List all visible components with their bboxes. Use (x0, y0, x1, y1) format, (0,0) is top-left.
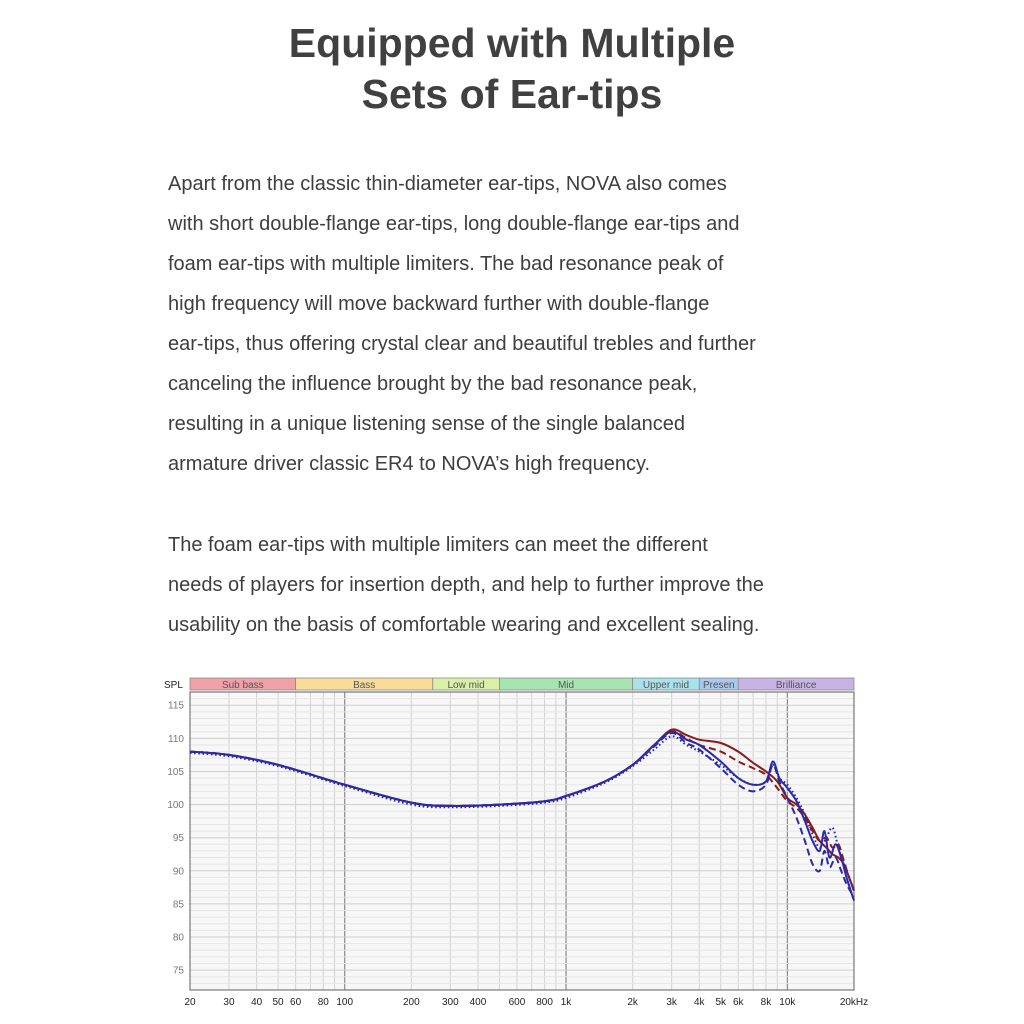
paragraph-line: The foam ear-tips with multiple limiters can meet the different (168, 534, 708, 556)
title-line-1: Equipped with Multiple (288, 20, 736, 66)
x-tick-label: 400 (469, 997, 487, 1008)
x-tick-label: 2k (627, 997, 638, 1008)
paragraph-line: Apart from the classic thin-diameter ear-tips, NOVA also comes (168, 173, 727, 195)
paragraph-line: foam ear-tips with multiple limiters. The bad resonance peak of (168, 253, 724, 275)
x-tick-label: 30 (223, 997, 235, 1008)
y-tick-label: 95 (172, 833, 184, 845)
y-tick-label: 105 (167, 766, 184, 778)
paragraph-line: canceling the influence brought by the bad resonance peak, (168, 373, 698, 395)
paragraph-line: usability on the basis of comfortable wearing and excellent sealing. (168, 614, 760, 636)
x-tick-label: 10k (779, 997, 796, 1008)
y-tick-label: 85 (172, 899, 184, 911)
frequency-response-chart (150, 670, 874, 1010)
x-tick-label: 20kHz (839, 997, 869, 1008)
y-axis-label: SPL (164, 680, 183, 691)
band-label: Bass (353, 680, 376, 691)
x-tick-label: 100 (336, 997, 354, 1008)
paragraph-line: high frequency will move backward further with double-flange (168, 293, 710, 315)
x-tick-label: 200 (402, 997, 420, 1008)
intro-paragraph (168, 164, 868, 484)
x-tick-label: 20 (184, 997, 196, 1008)
paragraph-line: with short double-flange ear-tips, long double-flange ear-tips and (168, 213, 740, 235)
x-tick-label: 4k (694, 997, 705, 1008)
paragraph-line: needs of players for insertion depth, and help to further improve the (168, 574, 764, 596)
x-tick-label: 80 (317, 997, 329, 1008)
x-tick-label: 5k (715, 997, 727, 1008)
foam-tips-paragraph (168, 525, 868, 645)
y-tick-label: 75 (172, 965, 184, 977)
x-tick-label: 3k (666, 997, 677, 1008)
y-tick-label: 115 (168, 700, 184, 712)
x-tick-label: 1k (560, 997, 572, 1008)
x-tick-label: 40 (251, 997, 263, 1008)
y-tick-label: 80 (172, 932, 184, 944)
x-tick-label: 800 (536, 997, 553, 1008)
band-label: Upper mid (642, 680, 690, 691)
y-tick-label: 100 (167, 800, 184, 812)
x-tick-label: 300 (441, 997, 459, 1008)
paragraph-line: armature driver classic ER4 to NOVA’s high frequency. (168, 453, 651, 475)
x-tick-label: 60 (290, 997, 302, 1008)
band-label: Brilliance (775, 680, 817, 691)
x-tick-label: 6k (732, 997, 744, 1008)
plot-background (190, 692, 854, 990)
x-tick-label: 8k (760, 997, 772, 1008)
paragraph-line: resulting in a unique listening sense of the single balanced (168, 413, 686, 435)
page-title (0, 18, 1024, 120)
band-label: Presen (702, 680, 735, 691)
title-line-2: Sets of Ear-tips (361, 71, 663, 117)
x-tick-label: 600 (508, 997, 526, 1008)
frequency-response-svg (150, 670, 874, 1010)
paragraph-line: ear-tips, thus offering crystal clear and beautiful trebles and further (168, 333, 756, 355)
y-tick-label: 90 (172, 866, 184, 878)
x-tick-label: 50 (272, 997, 284, 1008)
band-label: Mid (557, 680, 575, 691)
y-tick-label: 110 (168, 733, 184, 745)
band-label: Sub bass (221, 680, 264, 691)
band-label: Low mid (447, 680, 485, 691)
